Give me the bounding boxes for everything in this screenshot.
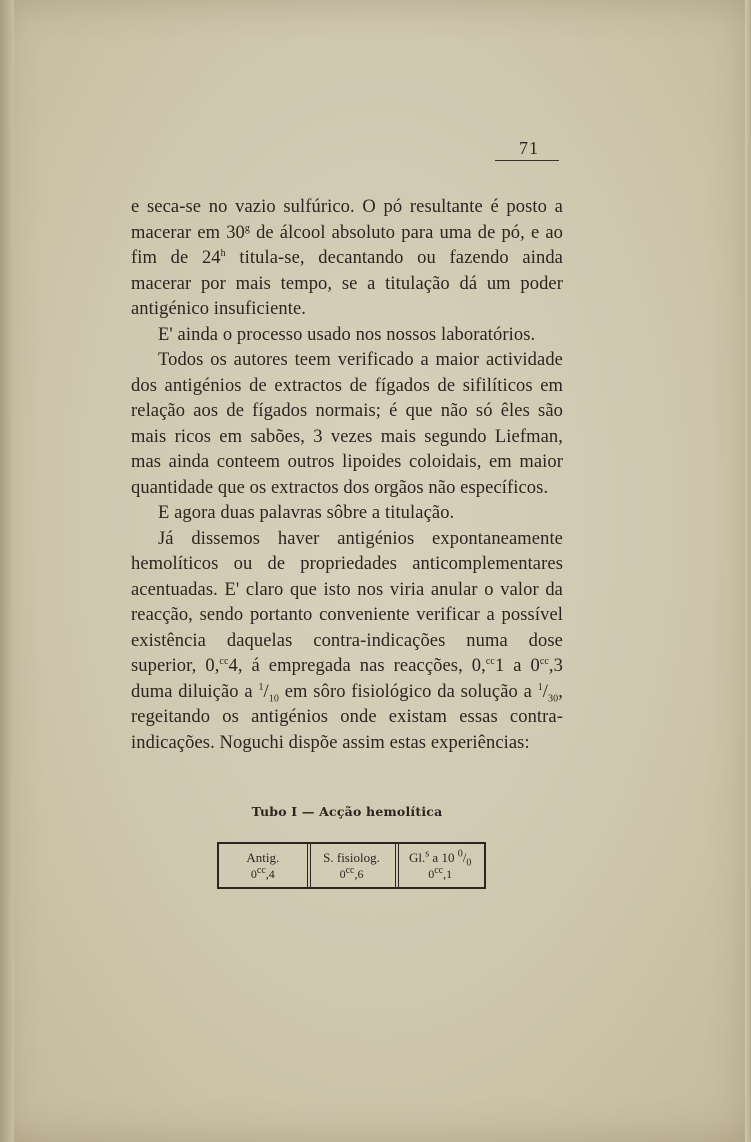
page-left-edge [0, 0, 14, 1142]
table-value: $0^{cc},6$ [339, 864, 364, 881]
table-cell-glicerina [395, 844, 484, 887]
table-header: Gl.$^s$ a 10 $^0/_0$ [409, 848, 472, 869]
paragraph-5: Já dissemos haver antigénios expontaneamente hemolíticos ou de propriedades anticomplementares acentuadas. E' claro que isto nos viria anular o valor da reacção, sendo portanto conveniente verificar a possível existência daquelas contra-indicações numa dose superior, 0,$^{cc}$4, á empregada nas reacções, 0,$^{cc}$1 a $0^{cc},3$ duma diluição a $^1/_{10}$ em sôro fisiológico da solução a $^1/_{30}$, regeitando os antigénios onde existam essas contra-indicações. Noguchi dispõe assim estas experiências: [131, 528, 563, 753]
table-header: Antig. [246, 849, 280, 865]
table-cell-fisiolog [307, 844, 396, 887]
paragraph-4: E agora duas palavras sôbre a titulação. [158, 503, 455, 523]
table-caption: Tubo I — Acção hemolítica [251, 804, 443, 819]
table-value: $0^{cc},4$ [250, 864, 275, 881]
table-cell-antig [219, 844, 307, 887]
page-number-rule [495, 160, 559, 161]
table-header: S. fisiolog. [323, 849, 380, 865]
paragraph-1: e seca-se no vazio sulfúrico. O pó resultante é posto a macerar em 30$^g$ de álcool absoluto para uma de pó, e ao fim de 24$^h$ titula-se, decantando ou fazendo ainda macerar por mais tempo, se a titulação dá um poder antigénico insuficiente. [131, 197, 563, 319]
table-value: $0^{cc},1$ [428, 864, 453, 881]
body-text [131, 195, 563, 756]
page-right-edge [745, 0, 751, 1142]
tubo-table [217, 842, 486, 889]
page-number: 71 [519, 138, 539, 158]
paragraph-3: Todos os autores teem verificado a maior actividade dos antigénios de extractos de fígados de sifilíticos em relação aos de fígados normais; é que não só êles são mais ricos em sabões, 3 vezes mais segundo Liefman, mas ainda conteem outros lipoides coloidais, em maior quantidade que os extractos dos orgãos não específicos. [131, 350, 563, 498]
paragraph-2: E' ainda o processo usado nos nossos laboratórios. [158, 324, 536, 345]
